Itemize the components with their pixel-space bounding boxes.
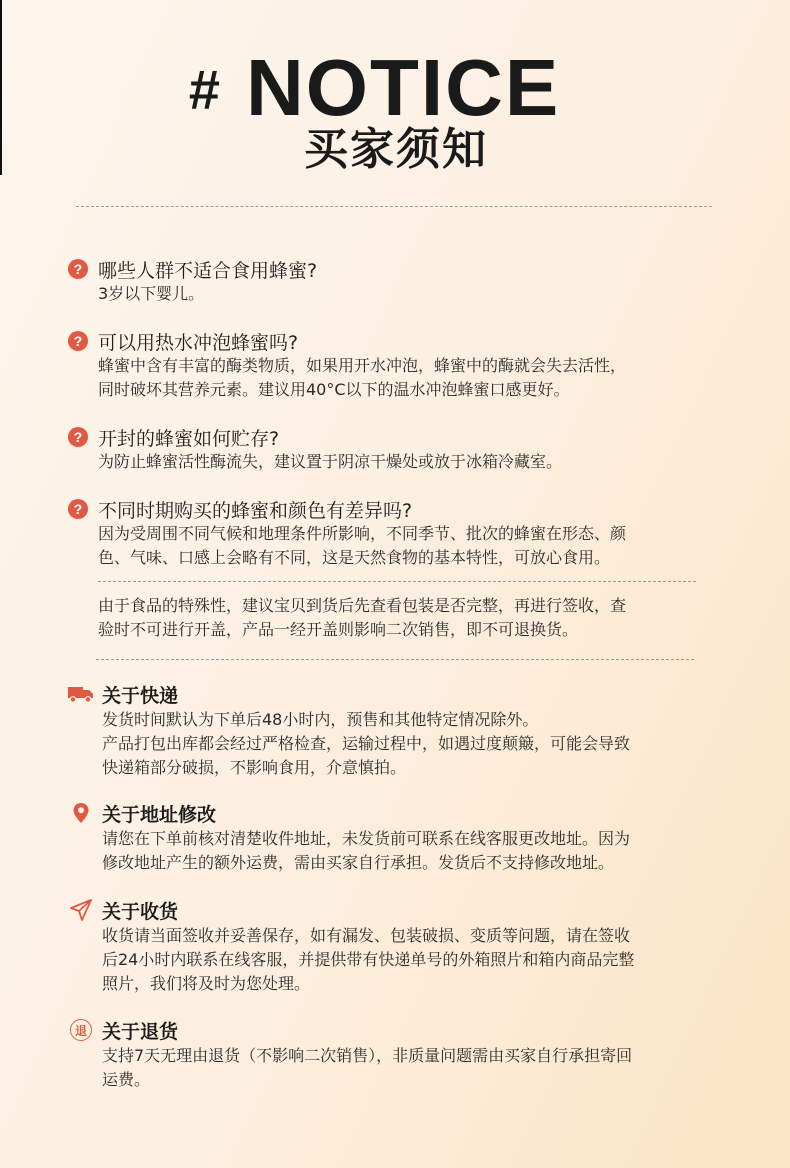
faq-answer-line: 为防止蜂蜜活性酶流失，建议置于阴凉干燥处或放于冰箱冷藏室。 xyxy=(98,452,563,471)
question-icon: ? xyxy=(68,499,88,519)
question-icon: ? xyxy=(68,427,88,447)
section-line: 运费。 xyxy=(102,1070,151,1089)
divider-note-bottom xyxy=(96,659,694,660)
faq-answer-line: 因为受周围不同气候和地理条件所影响，不同季节、批次的蜂蜜在形态、颜 xyxy=(98,524,627,543)
faq-answer-line: 3岁以下婴儿。 xyxy=(98,284,205,303)
faq-question: 不同时期购买的蜂蜜和颜色有差异吗? xyxy=(98,499,413,522)
section-title: 关于地址修改 xyxy=(102,803,217,826)
faq-item xyxy=(68,496,718,570)
faq-answer-line: 蜂蜜中含有丰富的酶类物质，如果用开水冲泡，蜂蜜中的酶就会失去活性， xyxy=(98,356,627,375)
faq-item xyxy=(68,256,718,306)
section-address xyxy=(68,799,718,875)
section-title: 关于收货 xyxy=(102,900,179,923)
section-line: 快递箱部分破损，不影响食用，介意慎拍。 xyxy=(102,758,407,777)
faq-question: 哪些人群不适合食用蜂蜜? xyxy=(98,259,318,282)
divider-note-top xyxy=(98,581,696,582)
faq-answer-line: 同时破坏其营养元素。建议用40°C以下的温水冲泡蜂蜜口感更好。 xyxy=(98,380,570,399)
section-line: 发货时间默认为下单后48小时内，预售和其他特定情况除外。 xyxy=(102,710,539,729)
section-line: 收货请当面签收并妥善保存，如有漏发、包装破损、变质等问题，请在签收 xyxy=(102,926,631,945)
left-edge-bar xyxy=(0,0,2,175)
section-returns xyxy=(68,1016,718,1092)
hash-mark: # xyxy=(188,58,220,121)
faq-answer-line: 色、气味、口感上会略有不同，这是天然食物的基本特性，可放心食用。 xyxy=(98,548,611,567)
section-receiving xyxy=(68,896,718,996)
note-line: 由于食品的特殊性，建议宝贝到货后先查看包装是否完整，再进行签收，查 xyxy=(98,596,627,615)
divider-top xyxy=(76,206,712,207)
question-icon: ? xyxy=(68,259,88,279)
location-pin-icon xyxy=(68,802,94,824)
question-icon: ? xyxy=(68,331,88,351)
section-line: 产品打包出库都会经过严格检查，运输过程中，如遇过度颠簸，可能会导致 xyxy=(102,734,631,753)
section-title: 关于退货 xyxy=(102,1020,179,1043)
return-icon: 退 xyxy=(70,1019,92,1041)
send-arrow-icon xyxy=(68,899,94,921)
section-shipping xyxy=(68,680,718,780)
section-line: 修改地址产生的额外运费，需由买家自行承担。发货后不支持修改地址。 xyxy=(102,853,615,872)
purchase-note xyxy=(98,594,718,642)
faq-item xyxy=(68,424,718,474)
faq-question: 可以用热水冲泡蜂蜜吗? xyxy=(98,331,299,354)
page-subtitle: 买家须知 xyxy=(304,124,488,175)
note-line: 验时不可进行开盖，产品一经开盖则影响二次销售，即不可退换货。 xyxy=(98,620,579,639)
faq-item xyxy=(68,328,718,402)
section-line: 请您在下单前核对清楚收件地址，未发货前可联系在线客服更改地址。因为 xyxy=(102,829,631,848)
page-title: NOTICE xyxy=(246,43,561,132)
section-line: 后24小时内联系在线客服，并提供带有快递单号的外箱照片和箱内商品完整 xyxy=(102,950,635,969)
section-line: 照片，我们将及时为您处理。 xyxy=(102,974,311,993)
section-title: 关于快递 xyxy=(102,684,179,707)
faq-question: 开封的蜂蜜如何贮存? xyxy=(98,427,280,450)
section-line: 支持7天无理由退货（不影响二次销售），非质量问题需由买家自行承担寄回 xyxy=(102,1046,633,1065)
truck-icon xyxy=(68,683,94,705)
